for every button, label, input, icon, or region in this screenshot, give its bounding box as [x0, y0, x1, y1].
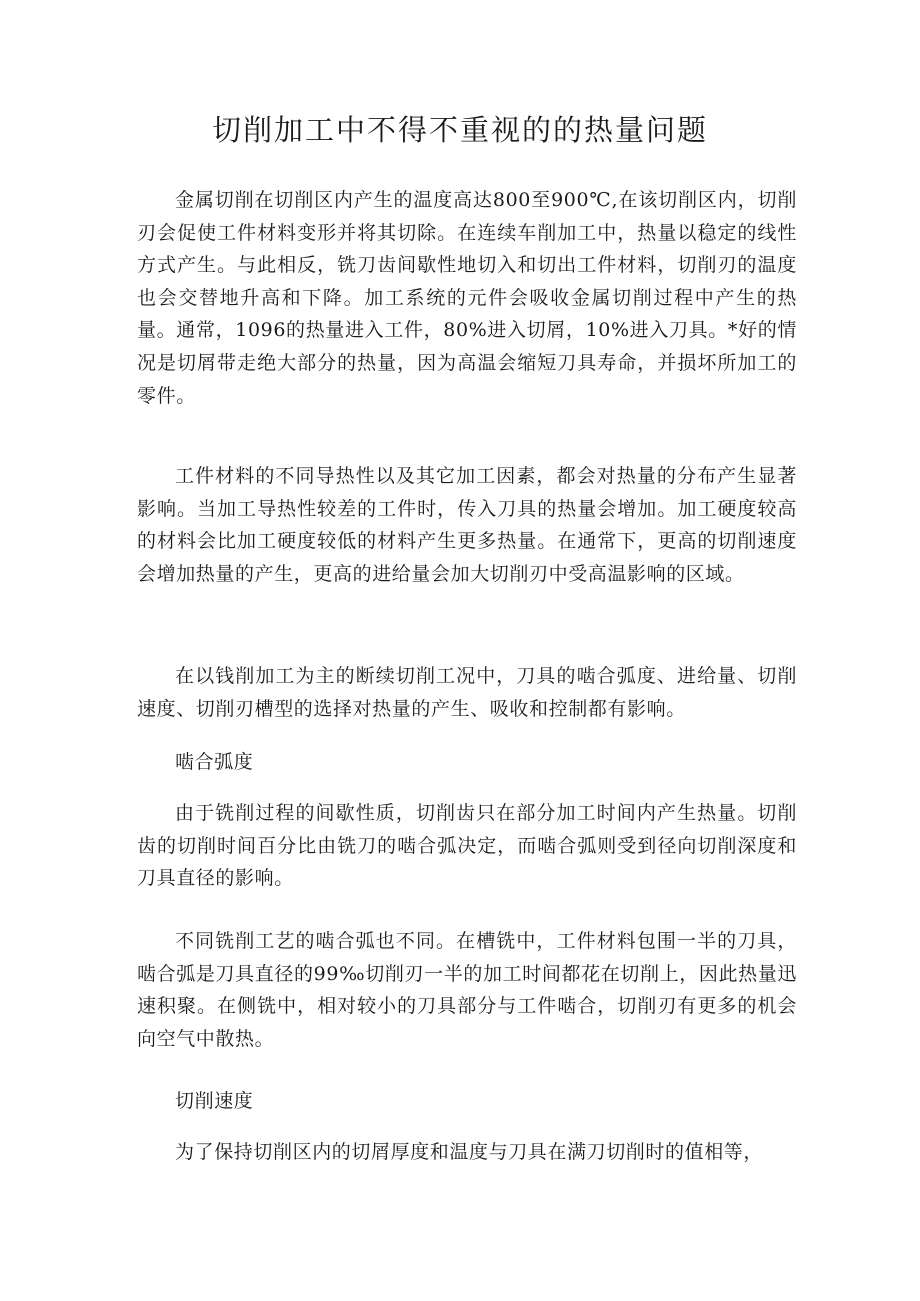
section-heading-cutting-speed: 切削速度 — [175, 1090, 254, 1112]
paragraph-milling-processes: 不同铣削工艺的啮合弧也不同。在槽铣中，工件材料包围一半的刀具，啮合弧是刀具直径的99‰切削刃一半的加工时间都花在切削上，因此热量迅速积聚。在侧铣中，相对较小的刀具部分与工件啮合，切削刃有更多的机会向空气中散热。 — [137, 930, 797, 1050]
paragraph-heat-distribution: 金属切削在切削区内产生的温度高达800至900℃,在该切削区内，切削刃会促使工件材料变形并将其切除。在连续车削加工中，热量以稳定的线性方式产生。与此相反，铣刀齿间歇性地切入和切出工件材料，切削刃的温度也会交替地升高和下降。加工系统的元件会吸收金属切削过程中产生的热量。通常，1096的热量进入工件，80%进入切屑，10%进入刀具。*好的情况是切屑带走绝大部分的热量，因为高温会缩短刀具寿命，并损坏所加工的零件。 — [137, 189, 797, 407]
paragraph-cutting-speed: 为了保持切削区内的切屑厚度和温度与刀具在满刀切削时的值相等， — [175, 1141, 764, 1163]
document-title: 切削加工中不得不重视的的热量问题 — [211, 113, 708, 147]
paragraph-engagement-arc: 由于铣削过程的间歇性质，切削齿只在部分加工时间内产生热量。切削齿的切削时间百分比由铣刀的啮合弧决定，而啮合弧则受到径向切削深度和刀具直径的影响。 — [137, 802, 797, 890]
paragraph-material-factors: 工件材料的不同导热性以及其它加工因素，都会对热量的分布产生显著影响。当加工导热性较差的工件时，传入刀具的热量会增加。加工硬度较高的材料会比加工硬度较低的材料产生更多热量。在通常下，更高的切削速度会增加热量的产生，更高的进给量会加大切削刃中受高温影响的区域。 — [137, 465, 797, 585]
section-heading-engagement-arc: 啮合弧度 — [175, 751, 254, 773]
paragraph-interrupted-cutting: 在以钱削加工为主的断续切削工况中，刀具的啮合弧度、进给量、切削速度、切削刃槽型的选择对热量的产生、吸收和控制都有影响。 — [137, 665, 797, 720]
